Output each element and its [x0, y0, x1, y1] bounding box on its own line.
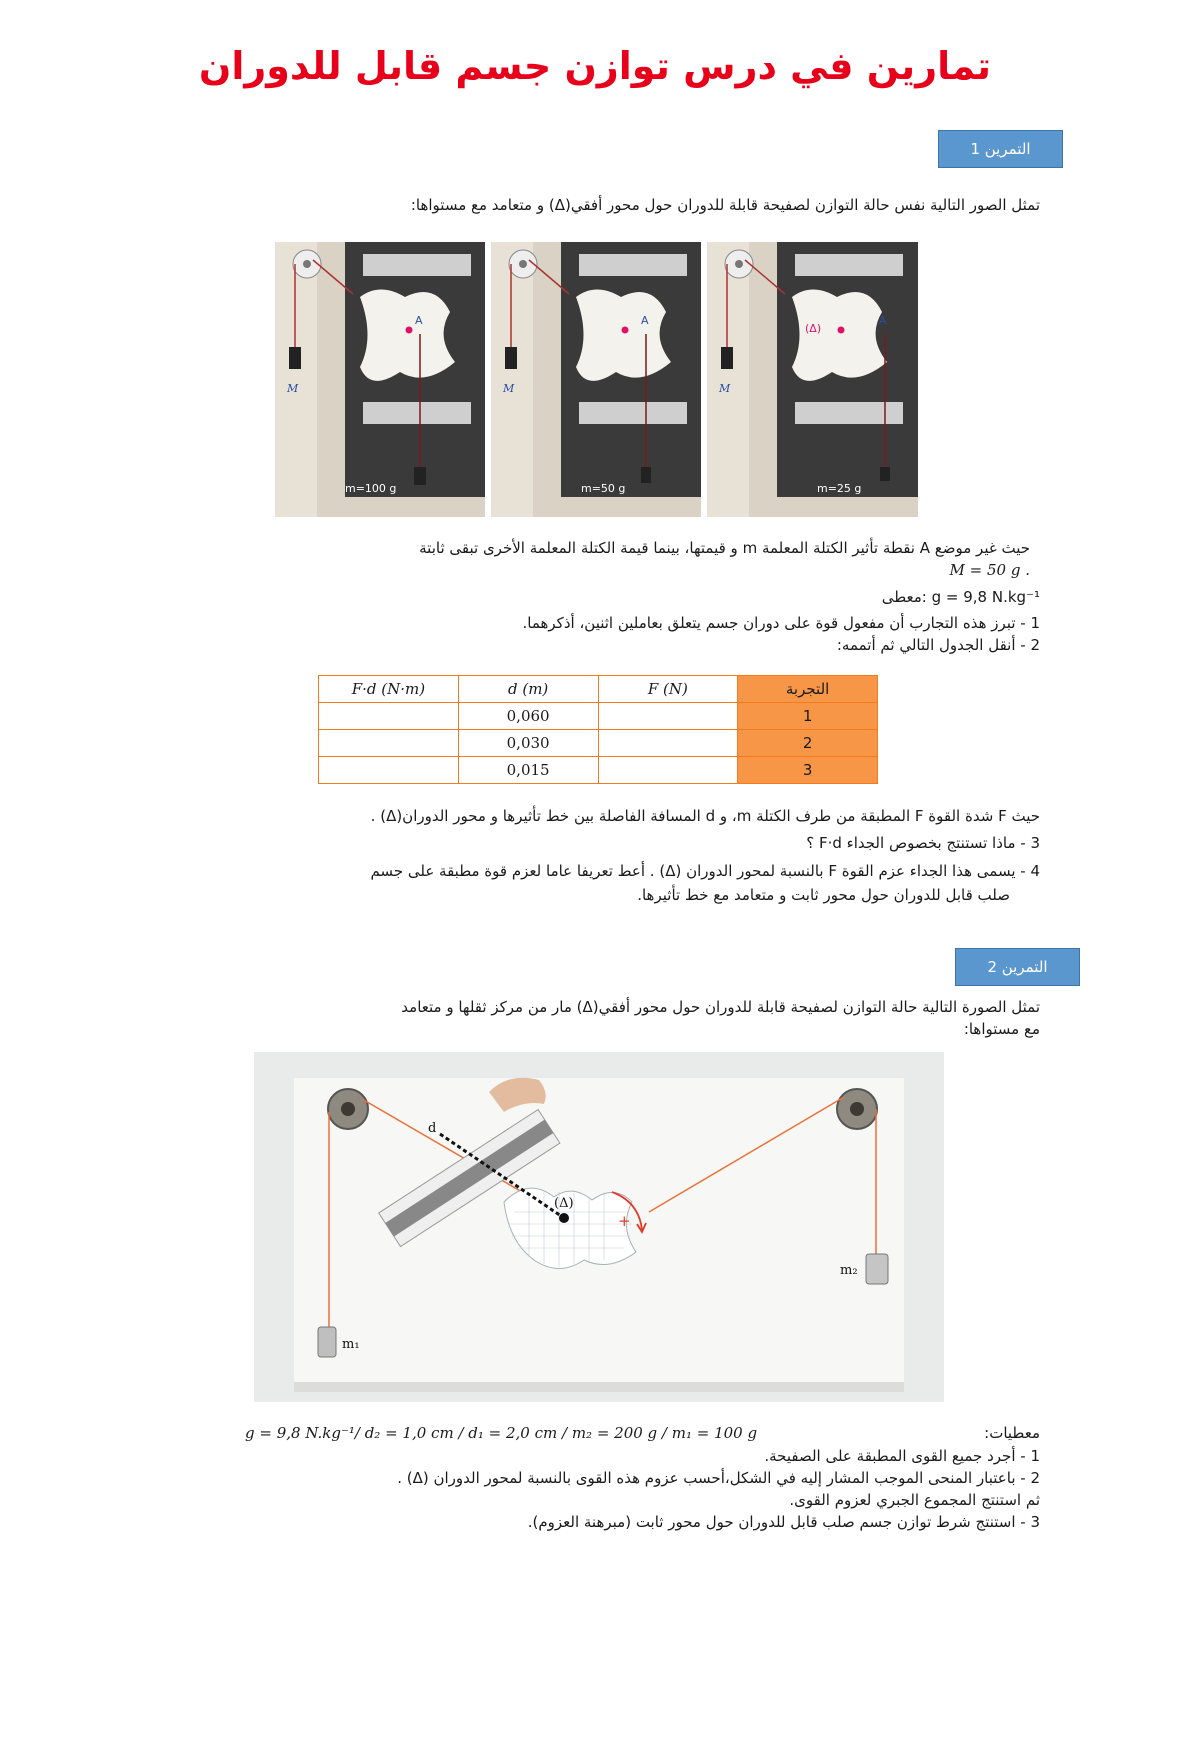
- axis-delta-label: (Δ): [805, 322, 822, 335]
- table-header-row: [319, 676, 878, 703]
- plate-with-masses-diagram: [254, 1052, 944, 1402]
- mass-M-label: M: [719, 382, 731, 395]
- exercise-2-given-label: معطيات:: [984, 1424, 1040, 1442]
- exercise-2-intro-a: تمثل الصورة التالية حالة التوازن لصفيحة قابلة للدوران حول محور أفقي(Δ) مار من مركز ثقلها و متعامد: [401, 998, 1040, 1016]
- exercise-2-badge: التمرين 2: [955, 948, 1080, 986]
- column-header-fd: F·d (N·m): [319, 676, 459, 703]
- table-row: [319, 757, 878, 784]
- experiment-photo-3: [707, 242, 918, 517]
- exercise-1-intro: تمثل الصور التالية نفس حالة التوازن لصفيحة قابلة للدوران حول محور أفقي(Δ) و متعامد مع مستواها:: [410, 196, 1040, 214]
- point-a-label: A: [641, 314, 649, 327]
- experiment-photos: [275, 242, 918, 517]
- exercise-1-text-a: حيث غير موضع A نقطة تأثير الكتلة المعلمة m و قيمتها، بينما قيمة الكتلة المعلمة الأخرى تبقى ثابتة: [419, 539, 1030, 557]
- exercise-1-question-2: 2 - أنقل الجدول التالي ثم أتممه:: [836, 636, 1040, 654]
- column-header-f: F (N): [598, 676, 738, 703]
- exercise-2-question-3: 3 - استنتج شرط توازن جسم صلب قابل للدوران حول محور ثابت (مبرهنة العزوم).: [527, 1513, 1040, 1531]
- exercise-1-given: g = 9,8 N.kg⁻¹ :معطى: [881, 588, 1040, 606]
- cell-fd: [319, 730, 459, 757]
- table-row: [319, 730, 878, 757]
- cell-d: 0,030: [458, 730, 598, 757]
- cell-experiment: 1: [738, 703, 878, 730]
- cell-experiment: 3: [738, 757, 878, 784]
- cell-fd: [319, 757, 459, 784]
- mass-m1-label: m₁: [342, 1337, 360, 1352]
- experiment-photo-1: [275, 242, 485, 517]
- rotating-plate-apparatus: [275, 242, 485, 517]
- point-a-label: A: [415, 314, 423, 327]
- exercise-1-text-b: . M = 50 g: [949, 561, 1030, 579]
- table-row: [319, 703, 878, 730]
- cell-f: [598, 730, 738, 757]
- exercise-2-question-2a: 2 - باعتبار المنحى الموجب المشار إليه في الشكل،أحسب عزوم هذه القوى بالنسبة لمحور الدوران (Δ) .: [397, 1469, 1040, 1487]
- exercise-1-question-4b: صلب قابل للدوران حول محور ثابت و متعامد مع خط تأثيرها.: [637, 886, 1010, 904]
- cell-experiment: 2: [738, 730, 878, 757]
- exercise-1-text-c: حيث F شدة القوة F المطبقة من طرف الكتلة m، و d المسافة الفاصلة بين خط تأثيرها و محور الدوران(Δ) .: [370, 807, 1040, 825]
- exercise-2-intro-b: مع مستواها:: [963, 1020, 1040, 1038]
- mass-M-label: M: [287, 382, 299, 395]
- mass-value-label: m=25 g: [817, 482, 862, 495]
- exercise-2-given-values: g = 9,8 N.kg⁻¹/ d₂ = 1,0 cm / d₁ = 2,0 cm / m₂ = 200 g / m₁ = 100 g: [245, 1424, 758, 1442]
- cell-f: [598, 757, 738, 784]
- cell-f: [598, 703, 738, 730]
- page-title: تمارين في درس توازن جسم قابل للدوران: [198, 44, 992, 88]
- mass-M-label: M: [503, 382, 515, 395]
- results-table: [318, 675, 878, 784]
- axis-delta-label: (Δ): [554, 1196, 574, 1211]
- mass-m2-label: m₂: [840, 1263, 858, 1278]
- cell-d: 0,015: [458, 757, 598, 784]
- mass-value-label: m=100 g: [345, 482, 397, 495]
- mass-value-label: m=50 g: [581, 482, 626, 495]
- cell-d: 0,060: [458, 703, 598, 730]
- rotating-plate-apparatus: [491, 242, 701, 517]
- distance-d-label: d: [428, 1121, 437, 1136]
- positive-direction-label: +: [618, 1212, 631, 1230]
- cell-fd: [319, 703, 459, 730]
- exercise-1-badge: التمرين 1: [938, 130, 1063, 168]
- exercise-2-question-1: 1 - أجرد جميع القوى المطبقة على الصفيحة.: [764, 1447, 1040, 1465]
- exercise-2-question-2b: ثم استنتج المجموع الجبري لعزوم القوى.: [789, 1491, 1040, 1509]
- exercise-1-question-1: 1 - تبرز هذه التجارب أن مفعول قوة على دوران جسم يتعلق بعاملين اثنين، أذكرهما.: [522, 614, 1040, 632]
- equilibrium-photo: [254, 1052, 944, 1402]
- point-a-label: A: [879, 314, 887, 327]
- column-header-d: d (m): [458, 676, 598, 703]
- rotating-plate-apparatus: [707, 242, 918, 517]
- experiment-photo-2: [491, 242, 701, 517]
- exercise-1-question-3: 3 - ماذا تستنتج بخصوص الجداء F·d ؟: [806, 834, 1040, 852]
- exercise-1-question-4a: 4 - يسمى هذا الجداء عزم القوة F بالنسبة لمحور الدوران (Δ) . أعط تعريفا عاما لعزم قوة مطبقة على جسم: [370, 862, 1040, 880]
- column-header-experiment: التجربة: [738, 676, 878, 703]
